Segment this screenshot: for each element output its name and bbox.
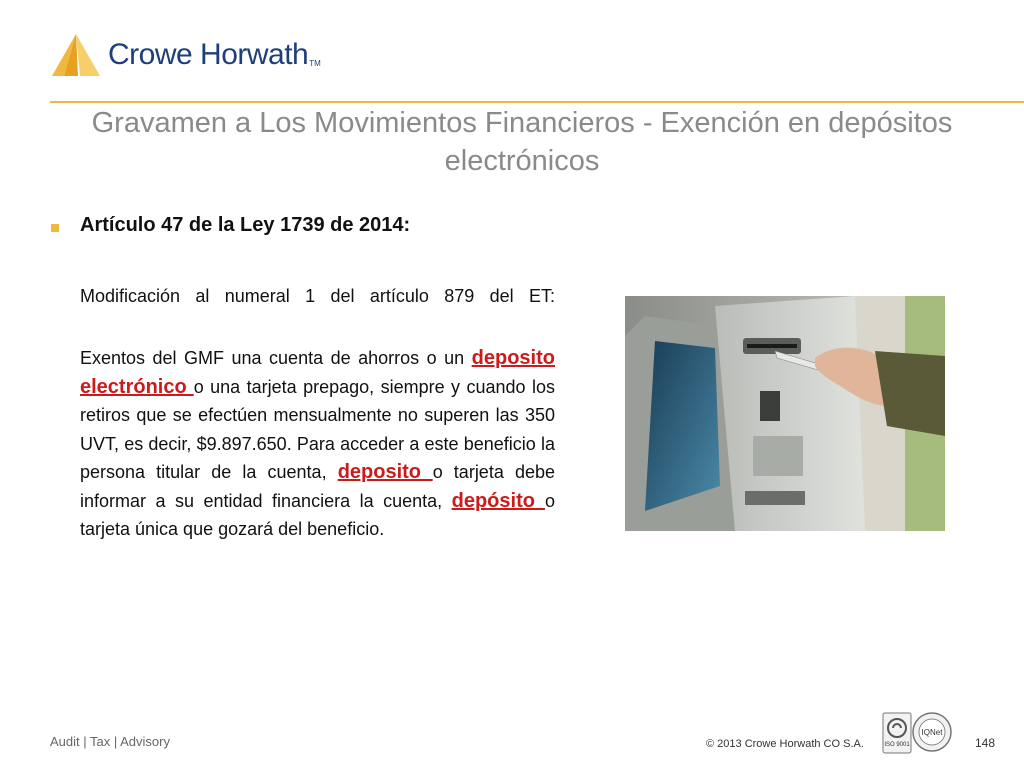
atm-card-photo (625, 296, 945, 531)
text-segment: o tarjeta única que gozará del beneficio. (80, 490, 555, 539)
iqnet-badge-icon (912, 712, 952, 752)
highlight-deposito-electronico: deposito electrónico (80, 347, 555, 398)
crowe-horwath-logo (50, 32, 321, 78)
paragraph-modification: Modificación al numeral 1 del artículo 879 del ET: (80, 286, 555, 306)
trademark: TM (309, 58, 321, 68)
footer-copyright: © 2013 Crowe Horwath CO S.A. (706, 738, 864, 750)
iso-label: ISO 9001 (884, 742, 910, 748)
slide-title: Gravamen a Los Movimientos Financieros - Exención en depósitos electrónicos (91, 107, 953, 177)
footer-services: Audit | Tax | Advisory (50, 734, 170, 749)
highlight-deposito: deposito (337, 461, 433, 483)
paragraph-exemption (80, 344, 555, 544)
page-number: 148 (975, 736, 996, 750)
bullet-icon (51, 224, 59, 232)
article-heading: Artículo 47 de la Ley 1739 de 2014: (80, 214, 411, 236)
header-divider (50, 101, 1024, 103)
text-segment: o tarjeta debe informar a su entidad financiera la cuenta, (80, 462, 555, 511)
highlight-deposito-accent: depósito (451, 489, 545, 512)
logo-triangle-icon (50, 32, 102, 78)
brand-name: Crowe Horwath (108, 38, 309, 71)
text-segment: o una tarjeta prepago, siempre y cuando los retiros que se efectúen mensualmente no superen las 350 UVT, es decir, $9.897.650. Para acceder a este beneficio la persona titular de la cuenta, (80, 376, 555, 482)
text-segment: Exentos del GMF una cuenta de ahorros o un (80, 348, 472, 368)
iqnet-label: IQNet (921, 728, 943, 737)
iso-9001-badge-icon (882, 712, 912, 754)
